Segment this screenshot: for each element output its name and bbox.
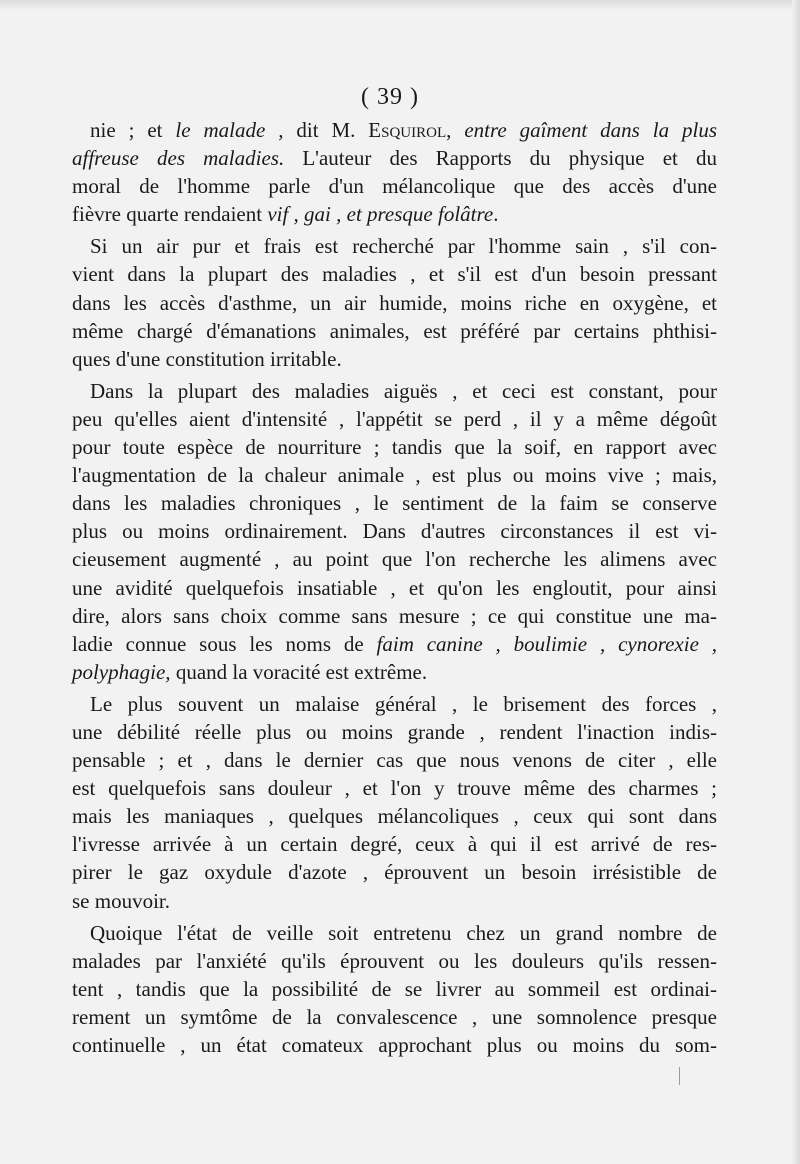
- text-run: se mouvoir.: [72, 888, 170, 913]
- text-run: rement un symtôme de la convalescence , une somnolence presque: [72, 1004, 717, 1029]
- text-run: pour toute espèce de nourriture ; tandis que la soif, en rapport avec: [72, 435, 717, 460]
- text-run: dire, alors sans choix comme sans mesure ; ce qui constitue une ma-: [72, 603, 717, 628]
- text-line: [72, 858, 717, 886]
- text-run: pirer le gaz oxydule d'azote , éprouvent un besoin irrésistible de: [72, 860, 717, 885]
- text-run: mais les maniaques , quelques mélancoliques , ceux qui sont dans: [72, 804, 717, 829]
- text-run: malades par l'anxiété qu'ils éprouvent ou les douleurs qu'ils ressen-: [72, 948, 717, 973]
- text-run: moral de l'homme parle d'un mélancolique que des accès d'une: [72, 174, 717, 199]
- page-top-edge: [0, 0, 800, 10]
- italic-text: affreuse des maladies.: [72, 146, 285, 171]
- text-run: Si un air pur et frais est recherché par l'homme sain , s'il con-: [90, 234, 717, 259]
- text-run: dans les accès d'asthme, un air humide, moins riche en oxygène, et: [72, 290, 717, 315]
- text-line: [72, 975, 717, 1003]
- text-line: [72, 690, 717, 718]
- text-line: [72, 1031, 717, 1059]
- text-line: [72, 630, 717, 658]
- text-line: [72, 746, 717, 774]
- text-run: dit M.: [283, 118, 369, 142]
- italic-text: entre gaîment dans la plus: [464, 118, 718, 142]
- text-line: [72, 802, 717, 830]
- page-number: ( 39 ): [361, 84, 419, 110]
- text-line: [72, 144, 717, 172]
- italic-text: polyphagie,: [72, 659, 171, 684]
- text-line: [72, 774, 717, 802]
- text-run: peu qu'elles aient d'intensité , l'appétit se perd , il y a même dégoût: [72, 406, 717, 431]
- text-line: [72, 172, 717, 200]
- page-right-edge: [792, 0, 800, 1164]
- paragraph: [72, 116, 717, 228]
- text-line: [72, 574, 717, 602]
- text-line: [72, 461, 717, 489]
- text-line: [72, 345, 717, 373]
- text-run: ,: [446, 118, 465, 142]
- text-run: quand la voracité est extrême.: [170, 659, 428, 684]
- text-line: [72, 377, 717, 405]
- text-run: même chargé d'émanations animales, est préféré par certains phthisi-: [72, 318, 717, 343]
- text-line: [72, 1003, 717, 1031]
- paragraph: [72, 377, 717, 686]
- text-run: ladie connue sous les noms de: [72, 631, 377, 656]
- text-line: [72, 405, 717, 433]
- text-line: [72, 517, 717, 545]
- text-line: [72, 433, 717, 461]
- text-run: .: [493, 202, 499, 227]
- italic-text: faim canine , boulimie , cynorexie ,: [376, 631, 717, 656]
- text-line: [72, 887, 717, 915]
- text-line: [72, 919, 717, 947]
- text-line: [72, 947, 717, 975]
- text-line: [72, 200, 717, 228]
- text-line: [72, 232, 717, 260]
- text-run: ques d'une constitution irritable.: [72, 346, 342, 371]
- text-run: nie ; et: [90, 118, 176, 142]
- text-line: [72, 116, 717, 144]
- text-line: [72, 658, 717, 686]
- text-line: [72, 602, 717, 630]
- text-run: tent , tandis que la possibilité de se livrer au sommeil est ordinai-: [72, 976, 717, 1001]
- text-run: Dans la plupart des maladies aiguës , et ceci est constant, pour: [90, 378, 717, 403]
- text-line: [72, 489, 717, 517]
- text-run: cieusement augmenté , au point que l'on recherche les alimens avec: [72, 547, 717, 572]
- text-run: L'auteur des Rapports du physique et du: [284, 146, 718, 171]
- paragraph: [72, 232, 717, 372]
- text-run: fièvre quarte rendaient: [72, 202, 268, 227]
- text-run: Le plus souvent un malaise général , le brisement des forces ,: [90, 691, 717, 716]
- paragraph: [72, 919, 717, 1059]
- text-line: [72, 289, 717, 317]
- text-run: continuelle , un état comateux approchant plus ou moins du som-: [72, 1033, 717, 1057]
- text-line: [72, 545, 717, 573]
- text-line: [72, 317, 717, 345]
- body-text: [72, 116, 717, 1059]
- text-run: une avidité quelquefois insatiable , et qu'on les engloutit, pour ainsi: [72, 575, 717, 600]
- italic-text: le malade ,: [175, 118, 284, 142]
- small-caps-name: Esquirol: [368, 118, 447, 142]
- text-line: [72, 830, 717, 858]
- text-run: l'ivresse arrivée à un certain degré, ceux à qui il est arrivé de res-: [72, 832, 717, 857]
- text-run: pensable ; et , dans le dernier cas que nous venons de citer , elle: [72, 748, 717, 773]
- text-line: [72, 718, 717, 746]
- text-run: plus ou moins ordinairement. Dans d'autres circonstances il est vi-: [72, 519, 717, 544]
- text-run: Quoique l'état de veille soit entretenu chez un grand nombre de: [90, 920, 717, 945]
- text-run: vient dans la plupart des maladies , et s'il est d'un besoin pressant: [72, 262, 717, 287]
- italic-text: vif , gai , et presque folâtre: [267, 202, 494, 227]
- text-run: est quelquefois sans douleur , et l'on y trouve même des charmes ;: [72, 776, 717, 801]
- paragraph: [72, 690, 717, 915]
- text-run: une débilité réelle plus ou moins grande , rendent l'inaction indis-: [72, 719, 717, 744]
- text-run: dans les maladies chroniques , le sentiment de la faim se conserve: [72, 491, 717, 516]
- text-line: [72, 260, 717, 288]
- text-run: l'augmentation de la chaleur animale , est plus ou moins vive ; mais,: [72, 463, 717, 488]
- page-mark: [679, 1067, 680, 1085]
